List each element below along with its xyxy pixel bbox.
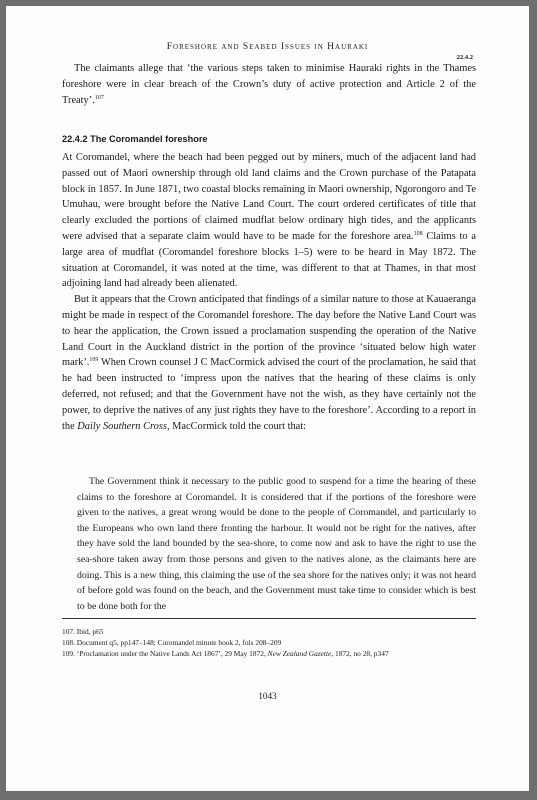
- page-number: 1043: [258, 691, 277, 701]
- footnote-ref-108: 108: [413, 230, 423, 237]
- intro-text: The claimants allege that ‘the various steps taken to minimise Hauraki rights in the Thames foreshore were in clear breach of the Crown’s duty of active protection and Article 2 of the Treaty’.: [62, 63, 476, 106]
- running-head: Foreshore and Seabed Issues in Hauraki: [166, 42, 369, 52]
- section-heading: 22.4.2 The Coromandel foreshore: [62, 134, 208, 144]
- intro-paragraph: [62, 61, 476, 108]
- block-quote: [77, 474, 476, 614]
- footnote-108: 108. Document q5, pp147–148; Coromandel minute book 2, fols 208–209: [62, 638, 282, 648]
- footnote-109-text-a: 109. ‘Proclamation under the Native Lands Act 1867’, 29 May 1872,: [62, 649, 268, 659]
- paragraph-1-text-a: At Coromandel, where the beach had been pegged out by miners, much of the adjacent land had passed out of Maori ownership through old land claims and the Crown purchase of the Patapata block in 1857. In June 1871, two coastal blocks remaining in Maori ownership, Ngorongoro and Te Umuhau, were brought before the Native Land Court. The court ordered certificates of title that clearly excluded the portions of claimed mudflat below ordinary high tides, and the applicants were advised that a separate claim would have to be made for the foreshore area.: [62, 152, 476, 242]
- footnote-109-text-b: , 1872, no 28, p347: [331, 649, 389, 659]
- footnote-divider: [62, 618, 476, 619]
- paragraph-2: [62, 292, 476, 434]
- paragraph-1: [62, 150, 476, 292]
- paragraph-2-text-a: But it appears that the Crown anticipated that findings of a similar nature to those at Kauaeranga might be made in respect of the Coromandel foreshore. The day before the Native Land Court was to hear the application, the Crown issued a proclamation suspending the operation of the Native Land Court in the Auckland district in the portion of the province ‘situated below high water mark’.: [62, 294, 476, 369]
- paragraph-2-text-c: , MacCormick told the court that:: [166, 420, 307, 432]
- footnote-ref-107: 107: [94, 94, 104, 101]
- document-page: [6, 6, 529, 791]
- section-number: 22.4.2: [456, 54, 473, 61]
- quote-text: The Government think it necessary to the public good to suspend for a time the hearing of these claims to the foreshore at Coromandel. It is considered that if the portions of the foreshore were given to the natives, a great wrong would be done to the people of Coromandel, and particularly to the Europeans who own land there fronting the harbour. It would not be right for the natives, after they have sold the land bounded by the sea-shore, to come now and ask to have the right to use the sea-shore taken away from those persons and given to the natives alone, as the claimants here are doing. This is a new thing, this claiming the use of the sea shore for the natives only; it was not heard of before gold was found on the beach, and the Government must take time to consider which is best to be done both for the: [77, 476, 476, 612]
- paragraph-2-text-b: When Crown counsel J C MacCormick advised the court of the proclamation, he said that he had been instructed to ‘impress upon the natives that the hearing of these claims is only deferred, not refused; and that the Government have not the wish, as they have certainly not the power, to deprive the natives of any just rights they have to the foreshore’. According to a report in the: [62, 357, 476, 432]
- newspaper-title: Daily Southern Cross: [77, 420, 167, 432]
- body-text: [62, 150, 476, 434]
- footnote-ref-109: 109: [89, 357, 99, 364]
- footnotes: [62, 626, 482, 660]
- footnote-107: 107. Ibid, p65: [62, 627, 104, 636]
- paragraph-1-text-b: Claims to a large area of mudflat (Coromandel foreshore blocks 1–5) were to be heard in May 1872. The situation at Coromandel, it was noted at the time, was different to that at Thames, in that most adjoining land had already been alienated.: [62, 230, 476, 290]
- footnote-109: [62, 648, 482, 659]
- gazette-title: New Zealand Gazette: [267, 649, 332, 659]
